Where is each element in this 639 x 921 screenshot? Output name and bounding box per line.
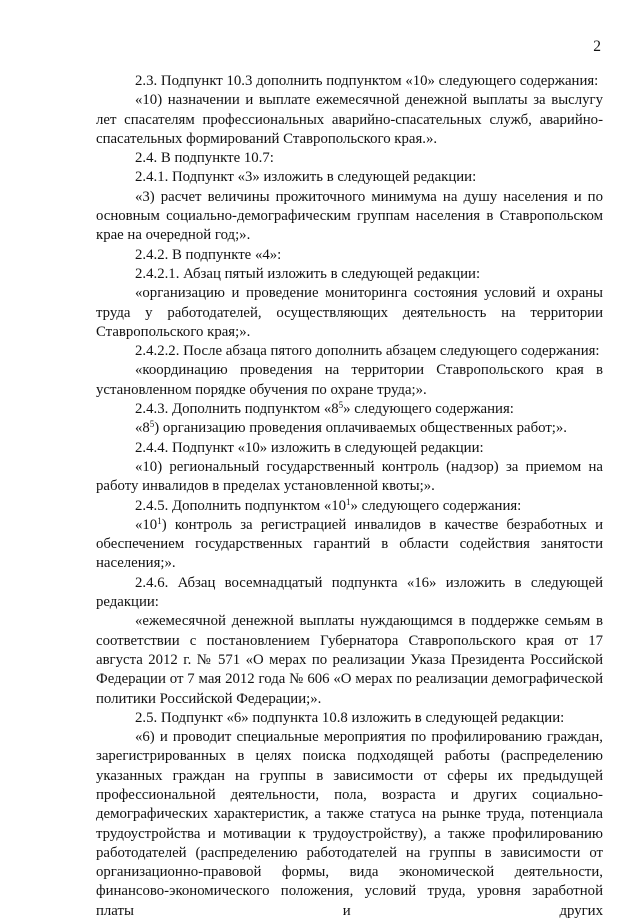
- paragraph-2-3-content: «10) назначении и выплате ежемесячной денежной выплаты за выслугу лет спасателям профессиональных аварийно-спасательных служб, аварийно-спасательных формирований Ставропольского края.».: [96, 92, 603, 147]
- paragraph-text: «8: [135, 420, 150, 437]
- paragraph-text: 2.4.3. Дополнить подпунктом «8: [135, 401, 339, 418]
- paragraph-2-4-2: 2.4.2. В подпункте «4»:: [135, 246, 282, 263]
- paragraph-2-4-3: [96, 400, 603, 419]
- paragraph-2-4-1-content: «3) расчет величины прожиточного минимума на душу населения и по основным социально-демографическим группам населения в Ставропольском крае на очередной год;».: [96, 188, 603, 244]
- paragraph-text: ) организацию проведения оплачиваемых общественных работ;».: [154, 420, 567, 437]
- paragraph-2-4-2-2-content: «координацию проведения на территории Ставропольского края в установленном порядке обучения по охране труда;».: [96, 362, 603, 398]
- document-body: [96, 72, 603, 921]
- paragraph-2-4-2-1-content: «организацию и проведение мониторинга состояния условий и охраны труда у работодателей, осуществляющих деятельность на территории Ставропольского края;».: [96, 285, 603, 340]
- paragraph-2-4-3-content: [96, 419, 603, 438]
- paragraph-2-4-6-content: «ежемесячной денежной выплаты нуждающимся в поддержке семьям в соответствии с постановлением Губернатора Ставропольского края от 17 августа 2012 г. № 571 «О мерах по реализации Указа Президента Российской Федерации от 7 мая 2012 года № 606 «О мерах по реализации демографической политики Российской Федерации;».: [96, 613, 603, 707]
- paragraph-2-4-5: [96, 497, 603, 516]
- paragraph-text: «10: [135, 516, 158, 533]
- paragraph-2-4-5-content: [96, 516, 603, 574]
- paragraph-2-4-4-content: «10) региональный государственный контроль (надзор) за приемом на работу инвалидов в пределах установленной квоты;».: [96, 458, 603, 495]
- paragraph-2-5: 2.5. Подпункт «6» подпункта 10.8 изложить в следующей редакции:: [135, 709, 565, 726]
- paragraph-2-4-2-1: 2.4.2.1. Абзац пятый изложить в следующей редакции:: [135, 265, 481, 282]
- superscript: 1: [157, 515, 162, 526]
- paragraph-text: » следующего содержания:: [343, 401, 514, 418]
- superscript: 1: [346, 496, 351, 507]
- superscript: 5: [338, 400, 344, 411]
- paragraph-text: ) контроль за регистрацией инвалидов в качестве безработных и обеспечением государственных гарантий в области содействия занятости населения;».: [96, 516, 603, 572]
- superscript: 5: [149, 419, 155, 430]
- paragraph-text: 2.4.5. Дополнить подпунктом «10: [135, 497, 347, 514]
- paragraph-2-4-2-2: 2.4.2.2. После абзаца пятого дополнить абзацем следующего содержания:: [135, 343, 600, 360]
- paragraph-text: » следующего содержания:: [350, 497, 522, 514]
- paragraph-2-4-1: 2.4.1. Подпункт «3» изложить в следующей редакции:: [135, 169, 477, 186]
- page-number: 2: [593, 38, 601, 55]
- paragraph-2-4-6: 2.4.6. Абзац восемнадцатый подпункта «16» изложить в следующей редакции:: [96, 574, 603, 611]
- paragraph-2-3: 2.3. Подпункт 10.3 дополнить подпунктом «10» следующего содержания:: [135, 73, 599, 89]
- paragraph-2-4: 2.4. В подпункте 10.7:: [135, 150, 274, 167]
- paragraph-2-5-content: «6) и проводит специальные мероприятия по профилированию граждан, зарегистрированных в целях поиска подходящей работы (распределению указанных граждан на группы в зависимости от сферы их предыдущей профессиональной деятельности, пола, возраста и других социально-демографических характеристик, а также статуса на рынке труда, потенциала трудоустройства и мотивации к трудоустройству), а также профилированию работодателей (распределению работодателей на группы в зависимости от организационно-правовой формы, вида экономической деятельности, финансово-экономического положения, условий труда, уровня заработной платы и других: [96, 729, 603, 919]
- paragraph-2-4-4: 2.4.4. Подпункт «10» изложить в следующей редакции:: [135, 439, 484, 456]
